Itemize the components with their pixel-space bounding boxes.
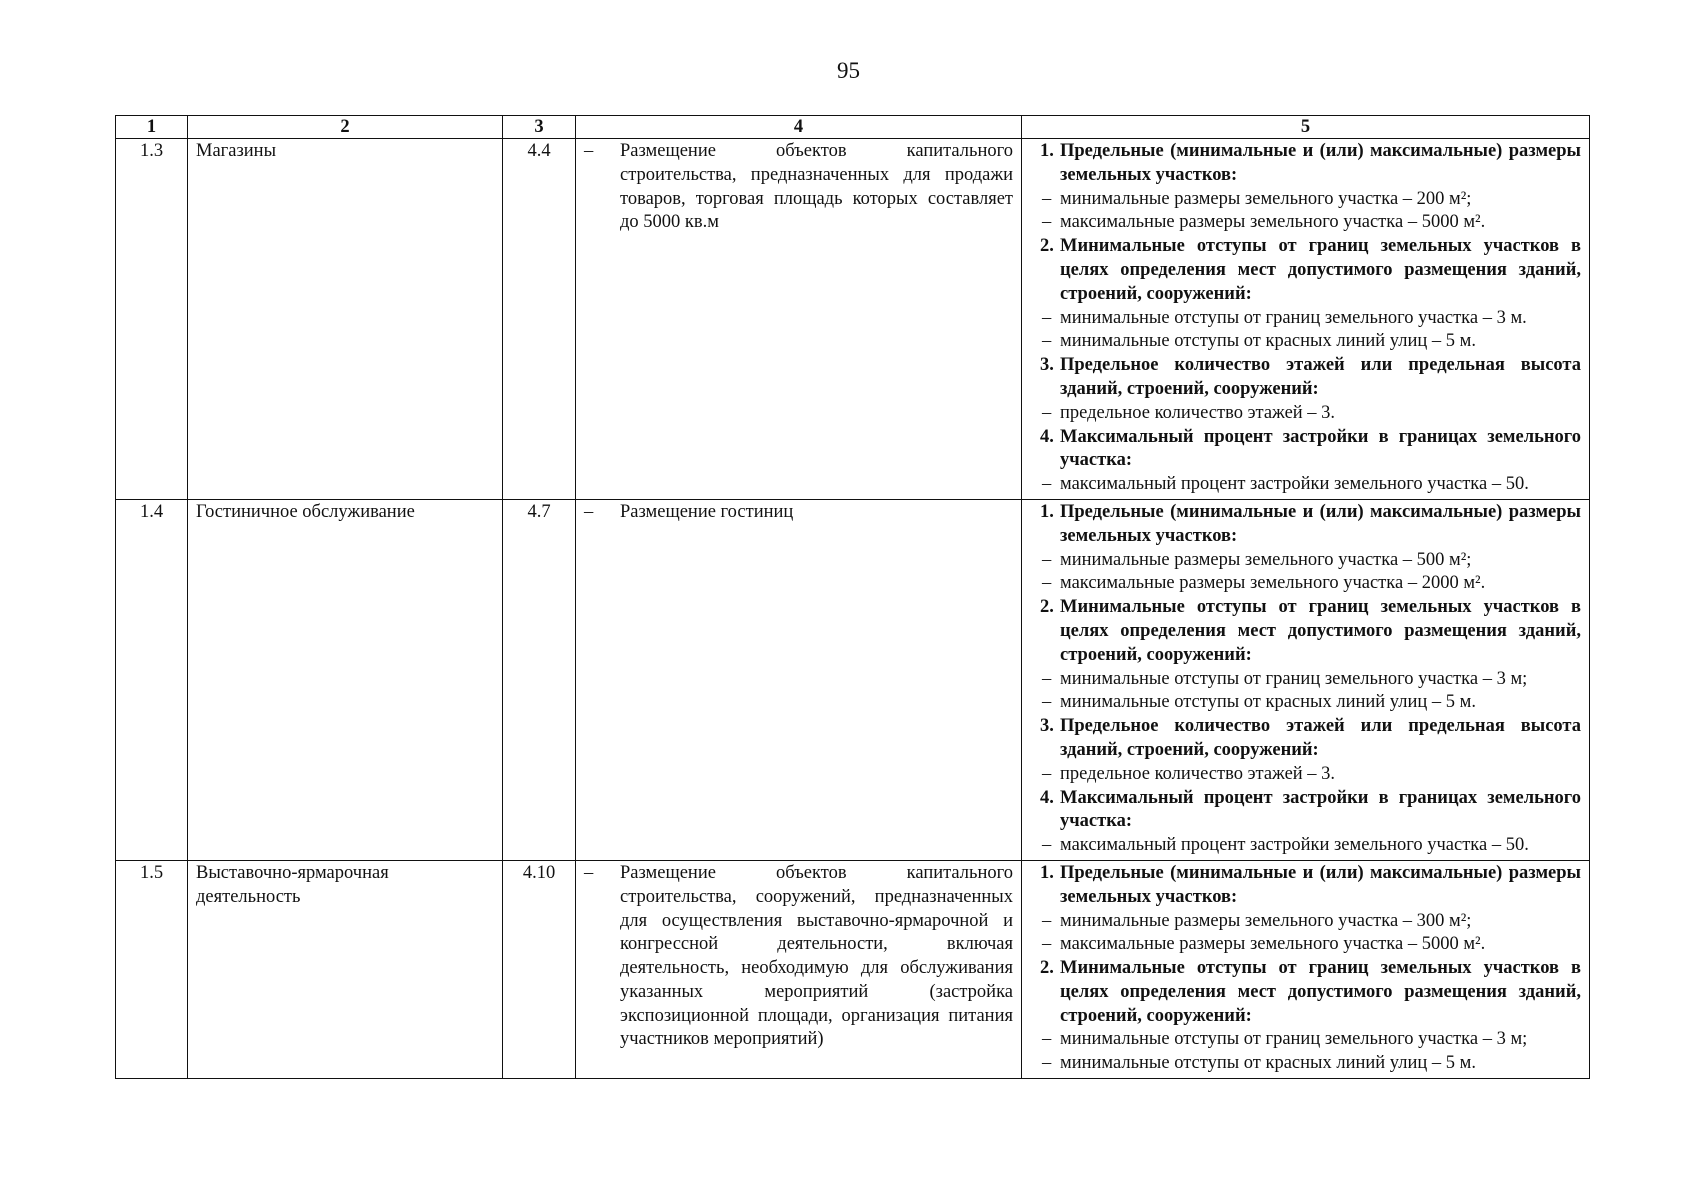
parameter-value bbox=[1030, 572, 1581, 596]
description-text: Размещение объектов капитального строительства, сооружений, предназначенных для осуществления выставочно-ярмарочной и конгрессной деятельности, включая деятельность, необходимую для обслуживания указанных мероприятий (застройка экспозиционной площади, организация питания участников мероприятий) bbox=[620, 862, 1013, 1050]
parameter-value-text: максимальный процент застройки земельного участка – 50. bbox=[1060, 835, 1529, 856]
land-use-description-cell bbox=[576, 860, 1022, 1078]
parameter-number: 2. bbox=[1040, 597, 1054, 618]
parameter-value bbox=[1030, 910, 1581, 934]
parameter-heading-text: Минимальные отступы от границ земельных участков в целях определения мест допустимого размещения зданий, строений, сооружений: bbox=[1060, 597, 1581, 665]
dash-bullet-icon: – bbox=[1042, 549, 1052, 570]
parameter-value-text: минимальные отступы от красных линий улиц – 5 м. bbox=[1060, 1053, 1476, 1074]
table-row bbox=[116, 499, 1590, 860]
table-row bbox=[116, 139, 1590, 500]
parameter-heading bbox=[1030, 354, 1581, 402]
table-body bbox=[116, 139, 1590, 1079]
table-row bbox=[116, 860, 1590, 1078]
row-number-cell: 1.3 bbox=[116, 139, 188, 500]
parameter-value bbox=[1030, 834, 1581, 858]
dash-bullet-icon: – bbox=[1042, 474, 1052, 495]
parameters-cell bbox=[1022, 139, 1590, 500]
parameter-number: 1. bbox=[1040, 862, 1054, 883]
parameter-value-text: минимальные отступы от границ земельного участка – 3 м. bbox=[1060, 307, 1527, 328]
parameter-heading bbox=[1030, 862, 1581, 910]
parameter-value bbox=[1030, 188, 1581, 212]
parameter-heading-text: Предельное количество этажей или предельная высота зданий, строений, сооружений: bbox=[1060, 355, 1581, 399]
parameter-heading-text: Предельные (минимальные и (или) максимальные) размеры земельных участков: bbox=[1060, 501, 1581, 546]
parameter-value-text: минимальные размеры земельного участка – 500 м²; bbox=[1060, 549, 1472, 570]
table-header-row bbox=[116, 116, 1590, 139]
parameter-number: 1. bbox=[1040, 501, 1054, 522]
parameter-value-text: минимальные размеры земельного участка – 200 м²; bbox=[1060, 188, 1472, 209]
parameter-number: 2. bbox=[1040, 236, 1054, 257]
parameter-value bbox=[1030, 307, 1581, 331]
parameter-value-text: минимальные отступы от красных линий улиц – 5 м. bbox=[1060, 692, 1476, 713]
zoning-table bbox=[115, 115, 1590, 1079]
parameter-heading-text: Минимальные отступы от границ земельных участков в целях определения мест допустимого размещения зданий, строений, сооружений: bbox=[1060, 236, 1581, 304]
parameter-value-text: минимальные размеры земельного участка – 300 м²; bbox=[1060, 910, 1472, 931]
parameter-heading-text: Предельное количество этажей или предельная высота зданий, строений, сооружений: bbox=[1060, 716, 1581, 760]
parameter-number: 3. bbox=[1040, 716, 1054, 737]
dash-bullet-icon: – bbox=[1042, 668, 1052, 689]
parameter-value-text: максимальные размеры земельного участка – 2000 м². bbox=[1060, 573, 1486, 594]
parameter-heading bbox=[1030, 787, 1581, 835]
parameter-heading bbox=[1030, 715, 1581, 763]
dash-bullet-icon: – bbox=[1042, 934, 1052, 955]
parameter-value bbox=[1030, 211, 1581, 235]
parameter-heading bbox=[1030, 957, 1581, 1028]
parameter-number: 1. bbox=[1040, 141, 1054, 161]
parameter-value-text: минимальные отступы от границ земельного участка – 3 м; bbox=[1060, 668, 1528, 689]
dash-bullet-icon: – bbox=[1042, 188, 1052, 209]
dash-bullet-icon: – bbox=[584, 501, 594, 522]
parameter-value-text: предельное количество этажей – 3. bbox=[1060, 402, 1336, 423]
description-text: Размещение гостиниц bbox=[620, 501, 794, 522]
dash-bullet-icon: – bbox=[1042, 763, 1052, 784]
dash-bullet-icon: – bbox=[584, 141, 594, 161]
parameter-value bbox=[1030, 330, 1581, 354]
land-use-code-cell: 4.7 bbox=[503, 499, 576, 860]
dash-bullet-icon: – bbox=[1042, 573, 1052, 594]
parameter-value bbox=[1030, 1028, 1581, 1052]
dash-bullet-icon: – bbox=[1042, 402, 1052, 423]
parameter-value bbox=[1030, 473, 1581, 497]
dash-bullet-icon: – bbox=[1042, 307, 1052, 328]
parameters-cell bbox=[1022, 499, 1590, 860]
parameter-number: 2. bbox=[1040, 958, 1054, 979]
description-item bbox=[584, 501, 1013, 525]
column-header: 2 bbox=[188, 116, 503, 139]
parameter-heading-text: Минимальные отступы от границ земельных участков в целях определения мест допустимого размещения зданий, строений, сооружений: bbox=[1060, 958, 1581, 1026]
land-use-description-cell bbox=[576, 499, 1022, 860]
description-text: Размещение объектов капитального строительства, предназначенных для продажи товаров, торговая площадь которых составляет до 5000 кв.м bbox=[620, 141, 1013, 233]
parameter-heading bbox=[1030, 426, 1581, 474]
description-item bbox=[584, 140, 1013, 235]
dash-bullet-icon: – bbox=[1042, 331, 1052, 352]
dash-bullet-icon: – bbox=[584, 862, 594, 883]
land-use-code-cell: 4.10 bbox=[503, 860, 576, 1078]
parameter-heading-text: Максимальный процент застройки в границах земельного участка: bbox=[1060, 426, 1581, 471]
parameter-value-text: предельное количество этажей – 3. bbox=[1060, 763, 1336, 784]
land-use-name-cell: Гостиничное обслуживание bbox=[188, 499, 503, 860]
dash-bullet-icon: – bbox=[1042, 212, 1052, 233]
column-header: 5 bbox=[1022, 116, 1590, 139]
page-number: 95 bbox=[837, 58, 860, 83]
parameter-value bbox=[1030, 402, 1581, 426]
parameter-value bbox=[1030, 668, 1581, 692]
parameter-value bbox=[1030, 933, 1581, 957]
parameters-cell bbox=[1022, 860, 1590, 1078]
parameter-value bbox=[1030, 1052, 1581, 1076]
dash-bullet-icon: – bbox=[1042, 835, 1052, 856]
parameter-heading bbox=[1030, 235, 1581, 306]
parameter-number: 4. bbox=[1040, 426, 1054, 447]
parameter-value-text: максимальные размеры земельного участка – 5000 м². bbox=[1060, 934, 1486, 955]
parameter-number: 4. bbox=[1040, 787, 1054, 808]
parameter-heading-text: Предельные (минимальные и (или) максимальные) размеры земельных участков: bbox=[1060, 862, 1581, 907]
column-header: 4 bbox=[576, 116, 1022, 139]
dash-bullet-icon: – bbox=[1042, 692, 1052, 713]
parameter-value-text: максимальный процент застройки земельного участка – 50. bbox=[1060, 474, 1529, 495]
land-use-name-cell: Магазины bbox=[188, 139, 503, 500]
parameter-heading-text: Предельные (минимальные и (или) максимальные) размеры земельных участков: bbox=[1060, 141, 1581, 185]
description-item bbox=[584, 862, 1013, 1052]
parameter-heading bbox=[1030, 596, 1581, 667]
parameter-heading bbox=[1030, 140, 1581, 188]
parameter-value-text: минимальные отступы от границ земельного участка – 3 м; bbox=[1060, 1029, 1528, 1050]
column-header: 3 bbox=[503, 116, 576, 139]
dash-bullet-icon: – bbox=[1042, 1029, 1052, 1050]
dash-bullet-icon: – bbox=[1042, 1053, 1052, 1074]
land-use-description-cell bbox=[576, 139, 1022, 500]
parameter-heading-text: Максимальный процент застройки в границах земельного участка: bbox=[1060, 787, 1581, 832]
land-use-name-cell: Выставочно-ярмарочная деятельность bbox=[188, 860, 503, 1078]
parameter-heading bbox=[1030, 501, 1581, 549]
parameter-value bbox=[1030, 549, 1581, 573]
parameter-value bbox=[1030, 763, 1581, 787]
column-header: 1 bbox=[116, 116, 188, 139]
parameter-value bbox=[1030, 691, 1581, 715]
parameter-number: 3. bbox=[1040, 355, 1054, 376]
row-number-cell: 1.4 bbox=[116, 499, 188, 860]
parameter-value-text: максимальные размеры земельного участка – 5000 м². bbox=[1060, 212, 1486, 233]
row-number-cell: 1.5 bbox=[116, 860, 188, 1078]
dash-bullet-icon: – bbox=[1042, 910, 1052, 931]
land-use-code-cell: 4.4 bbox=[503, 139, 576, 500]
parameter-value-text: минимальные отступы от красных линий улиц – 5 м. bbox=[1060, 331, 1476, 352]
